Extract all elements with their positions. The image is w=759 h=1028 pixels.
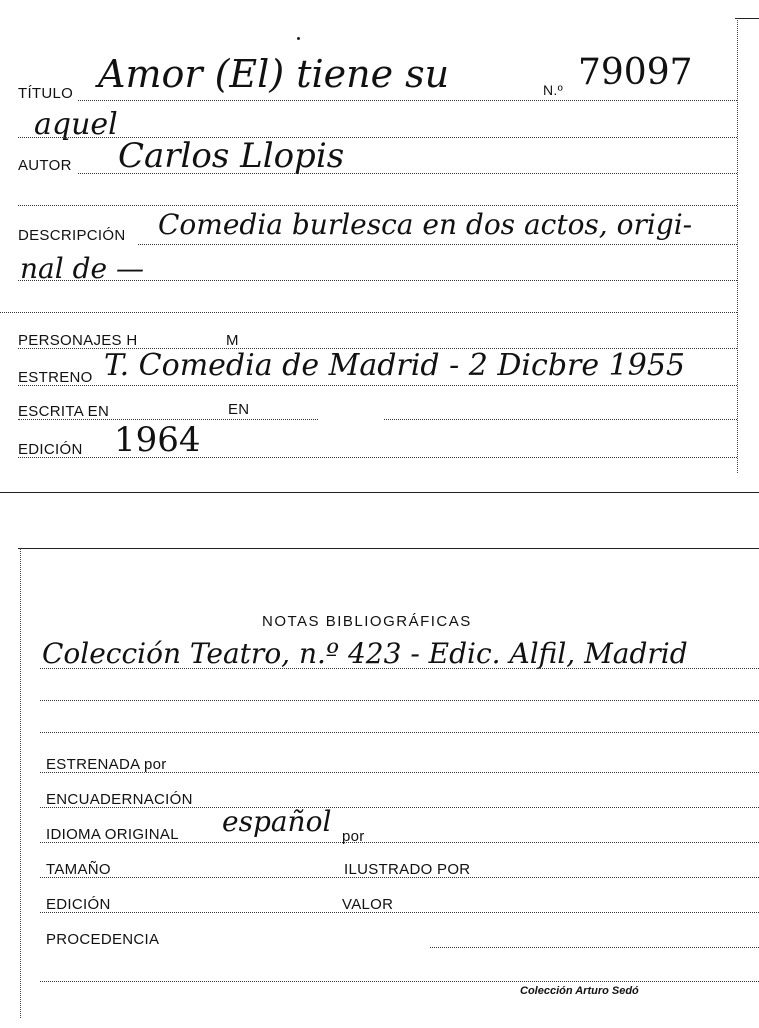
edicion-label: EDICIÓN xyxy=(18,441,83,458)
notes-line-1 xyxy=(40,668,759,669)
titulo-label: TÍTULO xyxy=(18,85,74,102)
escrita-en2-label: EN xyxy=(228,401,250,418)
idioma-line xyxy=(40,842,759,843)
estrenada-line xyxy=(40,772,759,773)
notes-line-3 xyxy=(40,732,759,733)
ink-speck xyxy=(297,37,300,40)
notes-title: NOTAS BIBLIOGRÁFICAS xyxy=(262,613,472,630)
descripcion-line-2 xyxy=(18,280,737,281)
card-left-edge xyxy=(20,548,21,1018)
idioma-value: español xyxy=(222,805,332,838)
autor-label: AUTOR xyxy=(18,157,72,174)
autor-value: Carlos Llopis xyxy=(118,136,345,176)
estreno-label: ESTRENO xyxy=(18,369,93,386)
descripcion-value: Comedia burlesca en dos actos, origi- xyxy=(158,208,693,241)
escrita-line-b xyxy=(384,419,737,420)
notes-value: Colección Teatro, n.º 423 - Edic. Alfil, Madrid xyxy=(42,637,688,670)
edicion-line-bottom xyxy=(40,912,759,913)
descripcion-line xyxy=(138,244,737,245)
estrenada-label: ESTRENADA por xyxy=(46,756,167,773)
procedencia-line xyxy=(430,947,759,948)
tamano-line xyxy=(40,877,759,878)
catalog-card-bottom xyxy=(0,545,759,1025)
estreno-line xyxy=(18,385,737,386)
blank-line-2 xyxy=(0,312,737,313)
card-top-edge xyxy=(18,548,759,549)
estreno-value: T. Comedia de Madrid - 2 Dicbre 1955 xyxy=(104,348,686,383)
personajes-label: PERSONAJES H xyxy=(18,332,138,349)
procedencia-label: PROCEDENCIA xyxy=(46,931,160,948)
idioma-por-label: por xyxy=(342,828,365,845)
titulo-line xyxy=(78,100,737,101)
encuadernacion-label: ENCUADERNACIÓN xyxy=(46,791,193,808)
personajes-m-label: M xyxy=(226,332,239,349)
ilustrado-label: ILUSTRADO POR xyxy=(344,861,471,878)
edicion-label-bottom: EDICIÓN xyxy=(46,896,111,913)
blank-line-1 xyxy=(18,205,737,206)
collection-stamp: Colección Arturo Sedó xyxy=(520,985,639,997)
escrita-label: ESCRITA EN xyxy=(18,403,110,420)
blank-line-bottom xyxy=(40,981,759,982)
edicion-line xyxy=(18,457,737,458)
numero-value: 79097 xyxy=(578,52,693,93)
descripcion-continuation: nal de — xyxy=(20,252,144,285)
encuadernacion-line xyxy=(40,807,759,808)
valor-label: VALOR xyxy=(342,896,394,913)
edicion-value: 1964 xyxy=(114,420,201,460)
card-right-edge xyxy=(737,18,738,473)
descripcion-label: DESCRIPCIÓN xyxy=(18,227,126,244)
titulo-value: Amor (El) tiene su xyxy=(98,52,450,96)
titulo-continuation: aquel xyxy=(34,107,118,142)
catalog-card-top xyxy=(0,0,759,495)
autor-line xyxy=(78,173,737,174)
card-bottom-edge xyxy=(0,492,759,493)
numero-label: N.º xyxy=(543,82,564,98)
card-edge xyxy=(735,18,759,19)
idioma-label: IDIOMA ORIGINAL xyxy=(46,826,179,843)
notes-line-2 xyxy=(40,700,759,701)
tamano-label: TAMAÑO xyxy=(46,861,111,878)
